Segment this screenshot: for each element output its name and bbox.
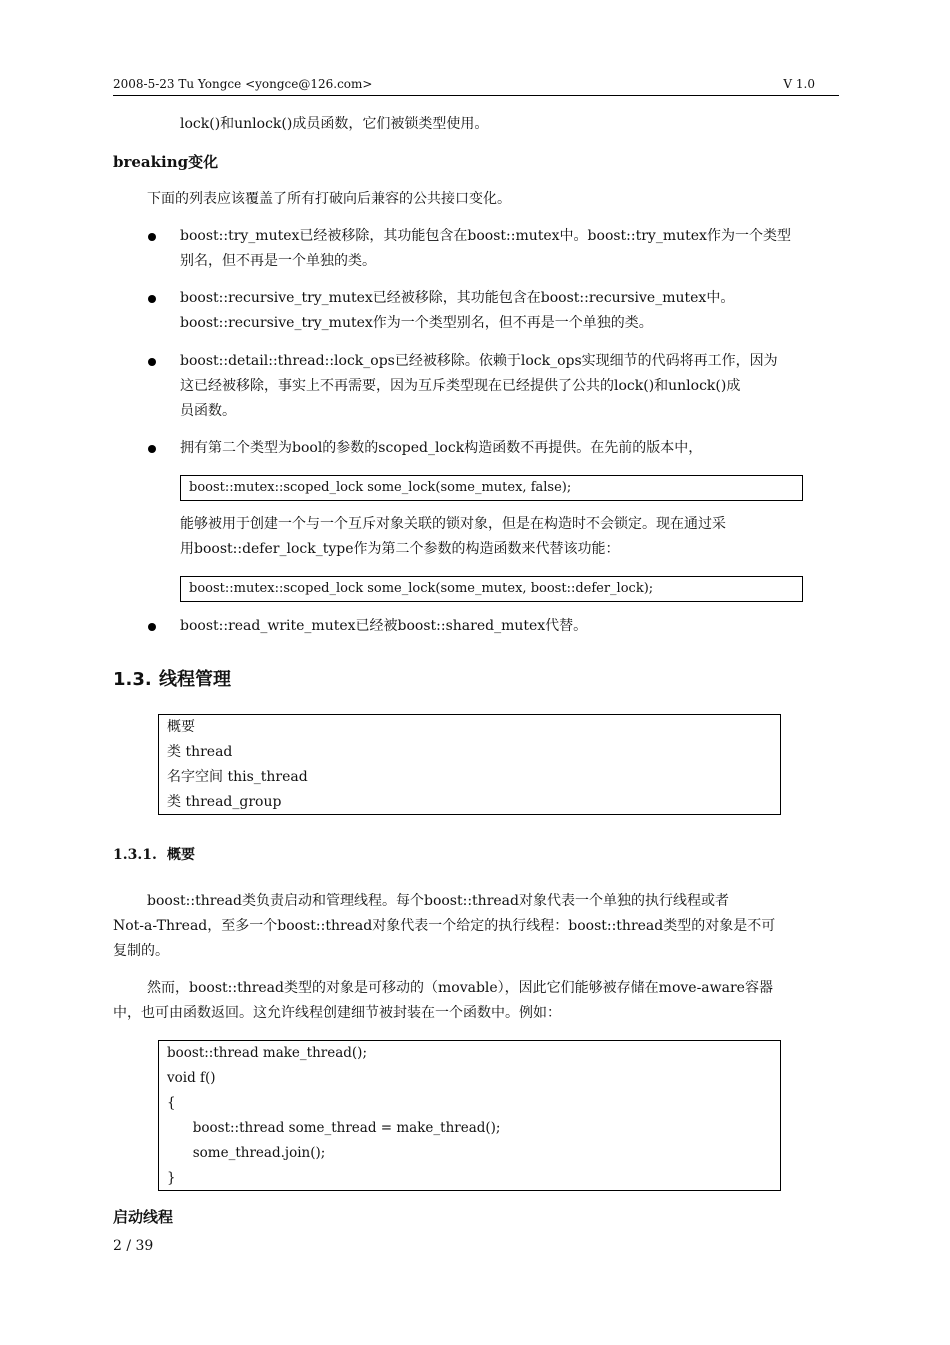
code-line: boost::mutex::scoped_lock some_lock(some_mutex, false); [189,480,572,495]
movable-paragraph [113,976,839,1026]
code-line: some_thread.join(); [167,1145,326,1161]
header-author: 2008-5-23 Tu Yongce <yongce@126.com> [113,77,373,91]
paragraph-line: Not-a-Thread，至多一个boost::thread对象代表一个给定的执行线程：boost::thread类型的对象是不可 [113,918,776,934]
list-item [180,349,840,424]
page-header [113,77,839,96]
bullet-dot [148,233,156,241]
overview-paragraph [113,889,839,964]
code-line: } [167,1170,176,1186]
subsection-heading [113,844,195,864]
toc-item: 类 thread_group [167,794,282,810]
list-item: boost::read_write_mutex已经被boost::shared_mutex代替。 [180,618,588,634]
page-number: 2 / 39 [113,1238,154,1254]
toc-box [158,714,781,815]
section-heading [113,665,231,691]
code-box [180,576,803,602]
list-item-line: boost::recursive_try_mutex作为一个类型别名，但不再是一个单独的类。 [180,315,653,331]
code-example-box [158,1040,781,1191]
toc-item: 名字空间 this_thread [167,769,308,785]
code-line: { [167,1095,176,1111]
list-item-line: 员函数。 [180,403,236,419]
breaking-lead: 下面的列表应该覆盖了所有打破向后兼容的公共接口变化。 [147,191,511,207]
bullet-dot [148,445,156,453]
paragraph-line: 复制的。 [113,943,169,959]
section-title: 线程管理 [159,669,231,690]
list-item-line: boost::detail::thread::lock_ops已经被移除。依赖于lock_ops实现细节的代码将再工作，因为 [180,353,778,369]
code-line: boost::thread make_thread(); [167,1045,367,1061]
intro-line: lock()和unlock()成员函数，它们被锁类型使用。 [180,116,489,132]
code-line: void f() [167,1070,216,1086]
list-item-line: 拥有第二个类型为bool的参数的scoped_lock构造函数不再提供。在先前的版本中， [180,440,703,456]
mid-text-line: 能够被用于创建一个与一个互斥对象关联的锁对象，但是在构造时不会锁定。现在通过采 [180,516,726,532]
list-item-line: 这已经被移除，事实上不再需要，因为互斥类型现在已经提供了公共的lock()和unlock()成 [180,378,741,394]
list-item-line: boost::try_mutex已经被移除，其功能包含在boost::mutex中。boost::try_mutex作为一个类型 [180,228,791,244]
mid-text-line: 用boost::defer_lock_type作为第二个参数的构造函数来代替该功能： [180,541,620,557]
toc-item: 概要 [167,719,195,735]
paragraph-line: 中，也可由函数返回。这允许线程创建细节被封装在一个函数中。例如： [113,1005,561,1021]
paragraph-line: boost::thread类负责启动和管理线程。每个boost::thread对象代表一个单独的执行线程或者 [147,893,729,909]
list-item [180,286,840,336]
list-item [180,224,840,274]
code-line: boost::thread some_thread = make_thread(); [167,1120,501,1136]
list-item [180,436,840,461]
code-box [180,475,803,501]
header-version: V 1.0 [783,77,815,91]
list-item-line: boost::recursive_try_mutex已经被移除，其功能包含在boost::recursive_mutex中。 [180,290,735,306]
toc-item: 类 thread [167,744,233,760]
bullet-dot [148,358,156,366]
list-item-line: 别名，但不再是一个单独的类。 [180,253,376,269]
breaking-heading: breaking变化 [113,153,219,171]
subsection-title: 概要 [167,847,195,863]
next-heading: 启动线程 [113,1208,174,1226]
mid-text [180,512,840,562]
bullet-dot [148,295,156,303]
subsection-number: 1.3.1. [113,847,157,863]
code-line: boost::mutex::scoped_lock some_lock(some_mutex, boost::defer_lock); [189,581,654,596]
paragraph-line: 然而，boost::thread类型的对象是可移动的（movable），因此它们能够被存储在move-aware容器 [147,980,773,996]
bullet-dot [148,623,156,631]
section-number: 1.3. [113,669,152,690]
